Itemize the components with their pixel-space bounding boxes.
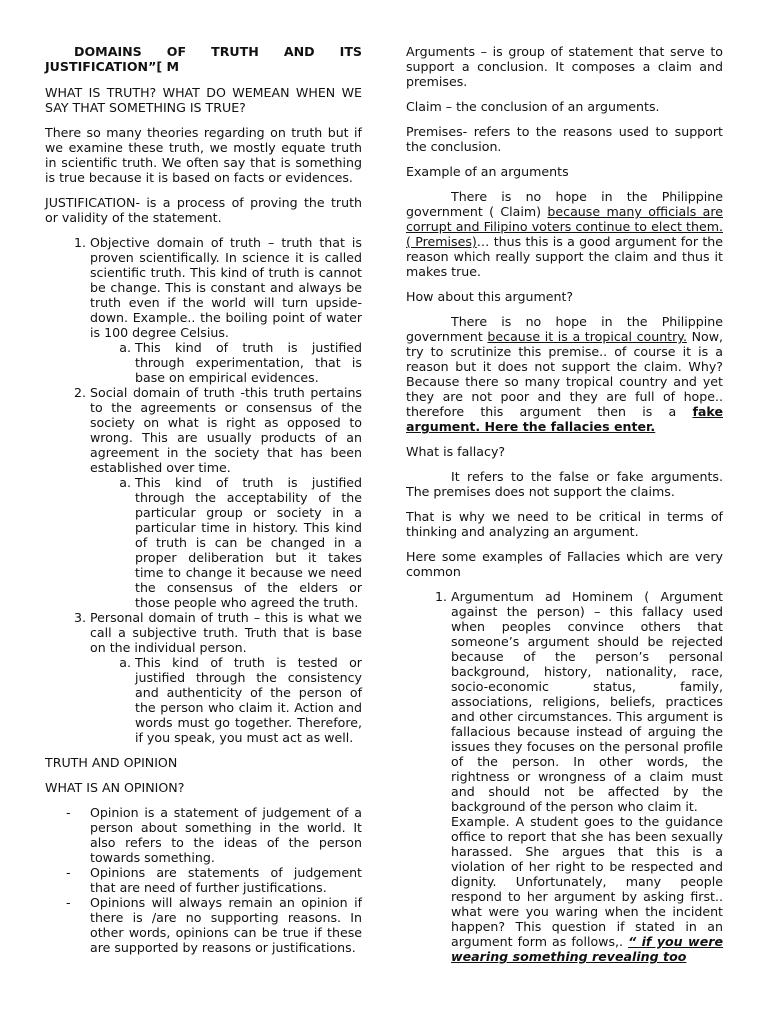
- example-analysis-text: Now, try to scrutinize this premise.. of course it is a reason but it does not support the claim. Why? Because there so many tropical country and yet they are not poor and they are full of hope.. therefore this argument then is a: [406, 329, 724, 419]
- fake-argument-emphasis: fake argument. Here the fallacies enter.: [406, 404, 723, 434]
- justification-definition: JUSTIFICATION- is a process of proving the truth or validity of the statement.: [45, 195, 362, 225]
- truth-intro-paragraph: There so many theories regarding on truth but if we examine these truth, we mostly equate truth in scientific truth. We often say that is something is true because it is based on facts or evidences.: [45, 125, 362, 185]
- heading-what-is-opinion: WHAT IS AN OPINION?: [45, 780, 185, 795]
- fallacy-list: [406, 589, 723, 964]
- right-column: [406, 44, 723, 964]
- example-premise-underlined: because many officials are corrupt and Filipino voters continue to elect them. ( Premises): [406, 204, 723, 249]
- left-column: [45, 44, 362, 965]
- critical-thinking-paragraph: That is why we need to be critical in terms of thinking and analyzing an argument.: [406, 509, 723, 539]
- domain-item-personal: [90, 610, 362, 745]
- fallacy-definition: It refers to the false or fake arguments. The premises does not support the claims.: [406, 469, 723, 499]
- opinion-item: - Opinion is a statement of judgement of a person about something in the world. It also refers to the ideas of the person towards something.: [90, 805, 362, 865]
- domain-text: Social domain of truth -this truth pertains to the agreements or consensus of the society on what is right as opposed to wrong. This are usually products of an agreement in the society that has been established over time.: [90, 385, 362, 475]
- domain-sublist: [90, 655, 362, 745]
- fallacy-example-text: Example. A student goes to the guidance office to report that she has been sexually harassed. She argues that this is a violation of her right to be respected and dignity. Unfortunately, many people respond to her argument by asking first.. what were you waring when the incident happen? This question if stated in an argument form as follows,.: [451, 814, 723, 949]
- fallacy-example-quote: “ if you were wearing something revealing too: [451, 934, 723, 964]
- fallacy-examples-intro: Here some examples of Fallacies which are very common: [406, 549, 723, 579]
- domains-list: [45, 235, 362, 745]
- what-is-fallacy-heading: What is fallacy?: [406, 444, 506, 459]
- truth-question: WHAT IS TRUTH? WHAT DO WEMEAN WHEN WE SAY THAT SOMETHING IS TRUE?: [45, 85, 362, 115]
- example-claim-text: There is no hope in the Philippine government: [406, 314, 723, 344]
- domain-justification: a. This kind of truth is justified through the acceptability of the particular group or society in a particular time in history. This kind of truth is can be changed in a proper deliberation but it takes time to change it because we need the consensus of the elders or those people who agreed the truth.: [135, 475, 362, 610]
- example-claim-text: There is no hope in the Philippine government ( Claim): [406, 189, 723, 219]
- fallacy-example: [451, 814, 723, 964]
- arguments-definition: Arguments – is group of statement that serve to support a conclusion. It composes a claim and premises.: [406, 44, 723, 89]
- fallacy-item-ad-hominem: [451, 589, 723, 964]
- argument-example-good: [406, 189, 723, 279]
- title-line-1: DOMAINS OF TRUTH AND ITS: [74, 44, 362, 59]
- domain-sublist: [90, 340, 362, 385]
- domain-item-social: [90, 385, 362, 610]
- opinion-list: [45, 805, 362, 955]
- claim-definition: Claim – the conclusion of an arguments.: [406, 99, 660, 114]
- opinion-item: - Opinions are statements of judgement that are need of further justifications.: [90, 865, 362, 895]
- domain-text: Personal domain of truth – this is what we call a subjective truth. Truth that is base on the individual person.: [90, 610, 362, 655]
- opinion-item: - Opinions will always remain an opinion if there is /are no supporting reasons. In other words, opinions can be true if these are supported by reasons or justifications.: [90, 895, 362, 955]
- domain-justification: a. This kind of truth is justified through experimentation, that is base on empirical evidences.: [135, 340, 362, 385]
- document-title: [45, 44, 362, 74]
- fallacy-description: 1. Argumentum ad Hominem ( Argument against the person) – this fallacy used when peoples convince others that someone’s argument should be rejected because of the person’s personal background, history, nationality, race, socio-economic status, family, associations, religions, beliefs, practices and other circumstances. This argument is fallacious because instead of arguing the issues they focuses on the personal profile of the person. In other words, the rightness or wrongness of a claim must and should not be affected by the background of the person who claim it.: [451, 589, 723, 814]
- domain-sublist: [90, 475, 362, 610]
- example-premise-underlined: because it is a tropical country.: [487, 329, 687, 344]
- premises-definition: Premises- refers to the reasons used to support the conclusion.: [406, 124, 723, 154]
- example-heading: Example of an arguments: [406, 164, 569, 179]
- domain-text: Objective domain of truth – truth that is proven scientifically. In science it is called scientific truth. This kind of truth is cannot be change. This is constant and always be truth even if the world will turn upside-down. Example.. the boiling point of water is 100 degree Celsius.: [90, 235, 362, 340]
- how-about-heading: How about this argument?: [406, 289, 574, 304]
- domain-item-objective: [90, 235, 362, 385]
- domain-justification: a. This kind of truth is tested or justified through the consistency and authenticity of the person of the person who claim it. Action and words must go together. Therefore, if you speak, you must act as well.: [135, 655, 362, 745]
- heading-truth-and-opinion: TRUTH AND OPINION: [45, 755, 178, 770]
- title-line-2: JUSTIFICATION”[ M: [45, 59, 180, 74]
- argument-example-fake: [406, 314, 723, 434]
- example-conclusion-text: … thus this is a good argument for the reason which really support the claim and thus it makes true.: [406, 234, 723, 279]
